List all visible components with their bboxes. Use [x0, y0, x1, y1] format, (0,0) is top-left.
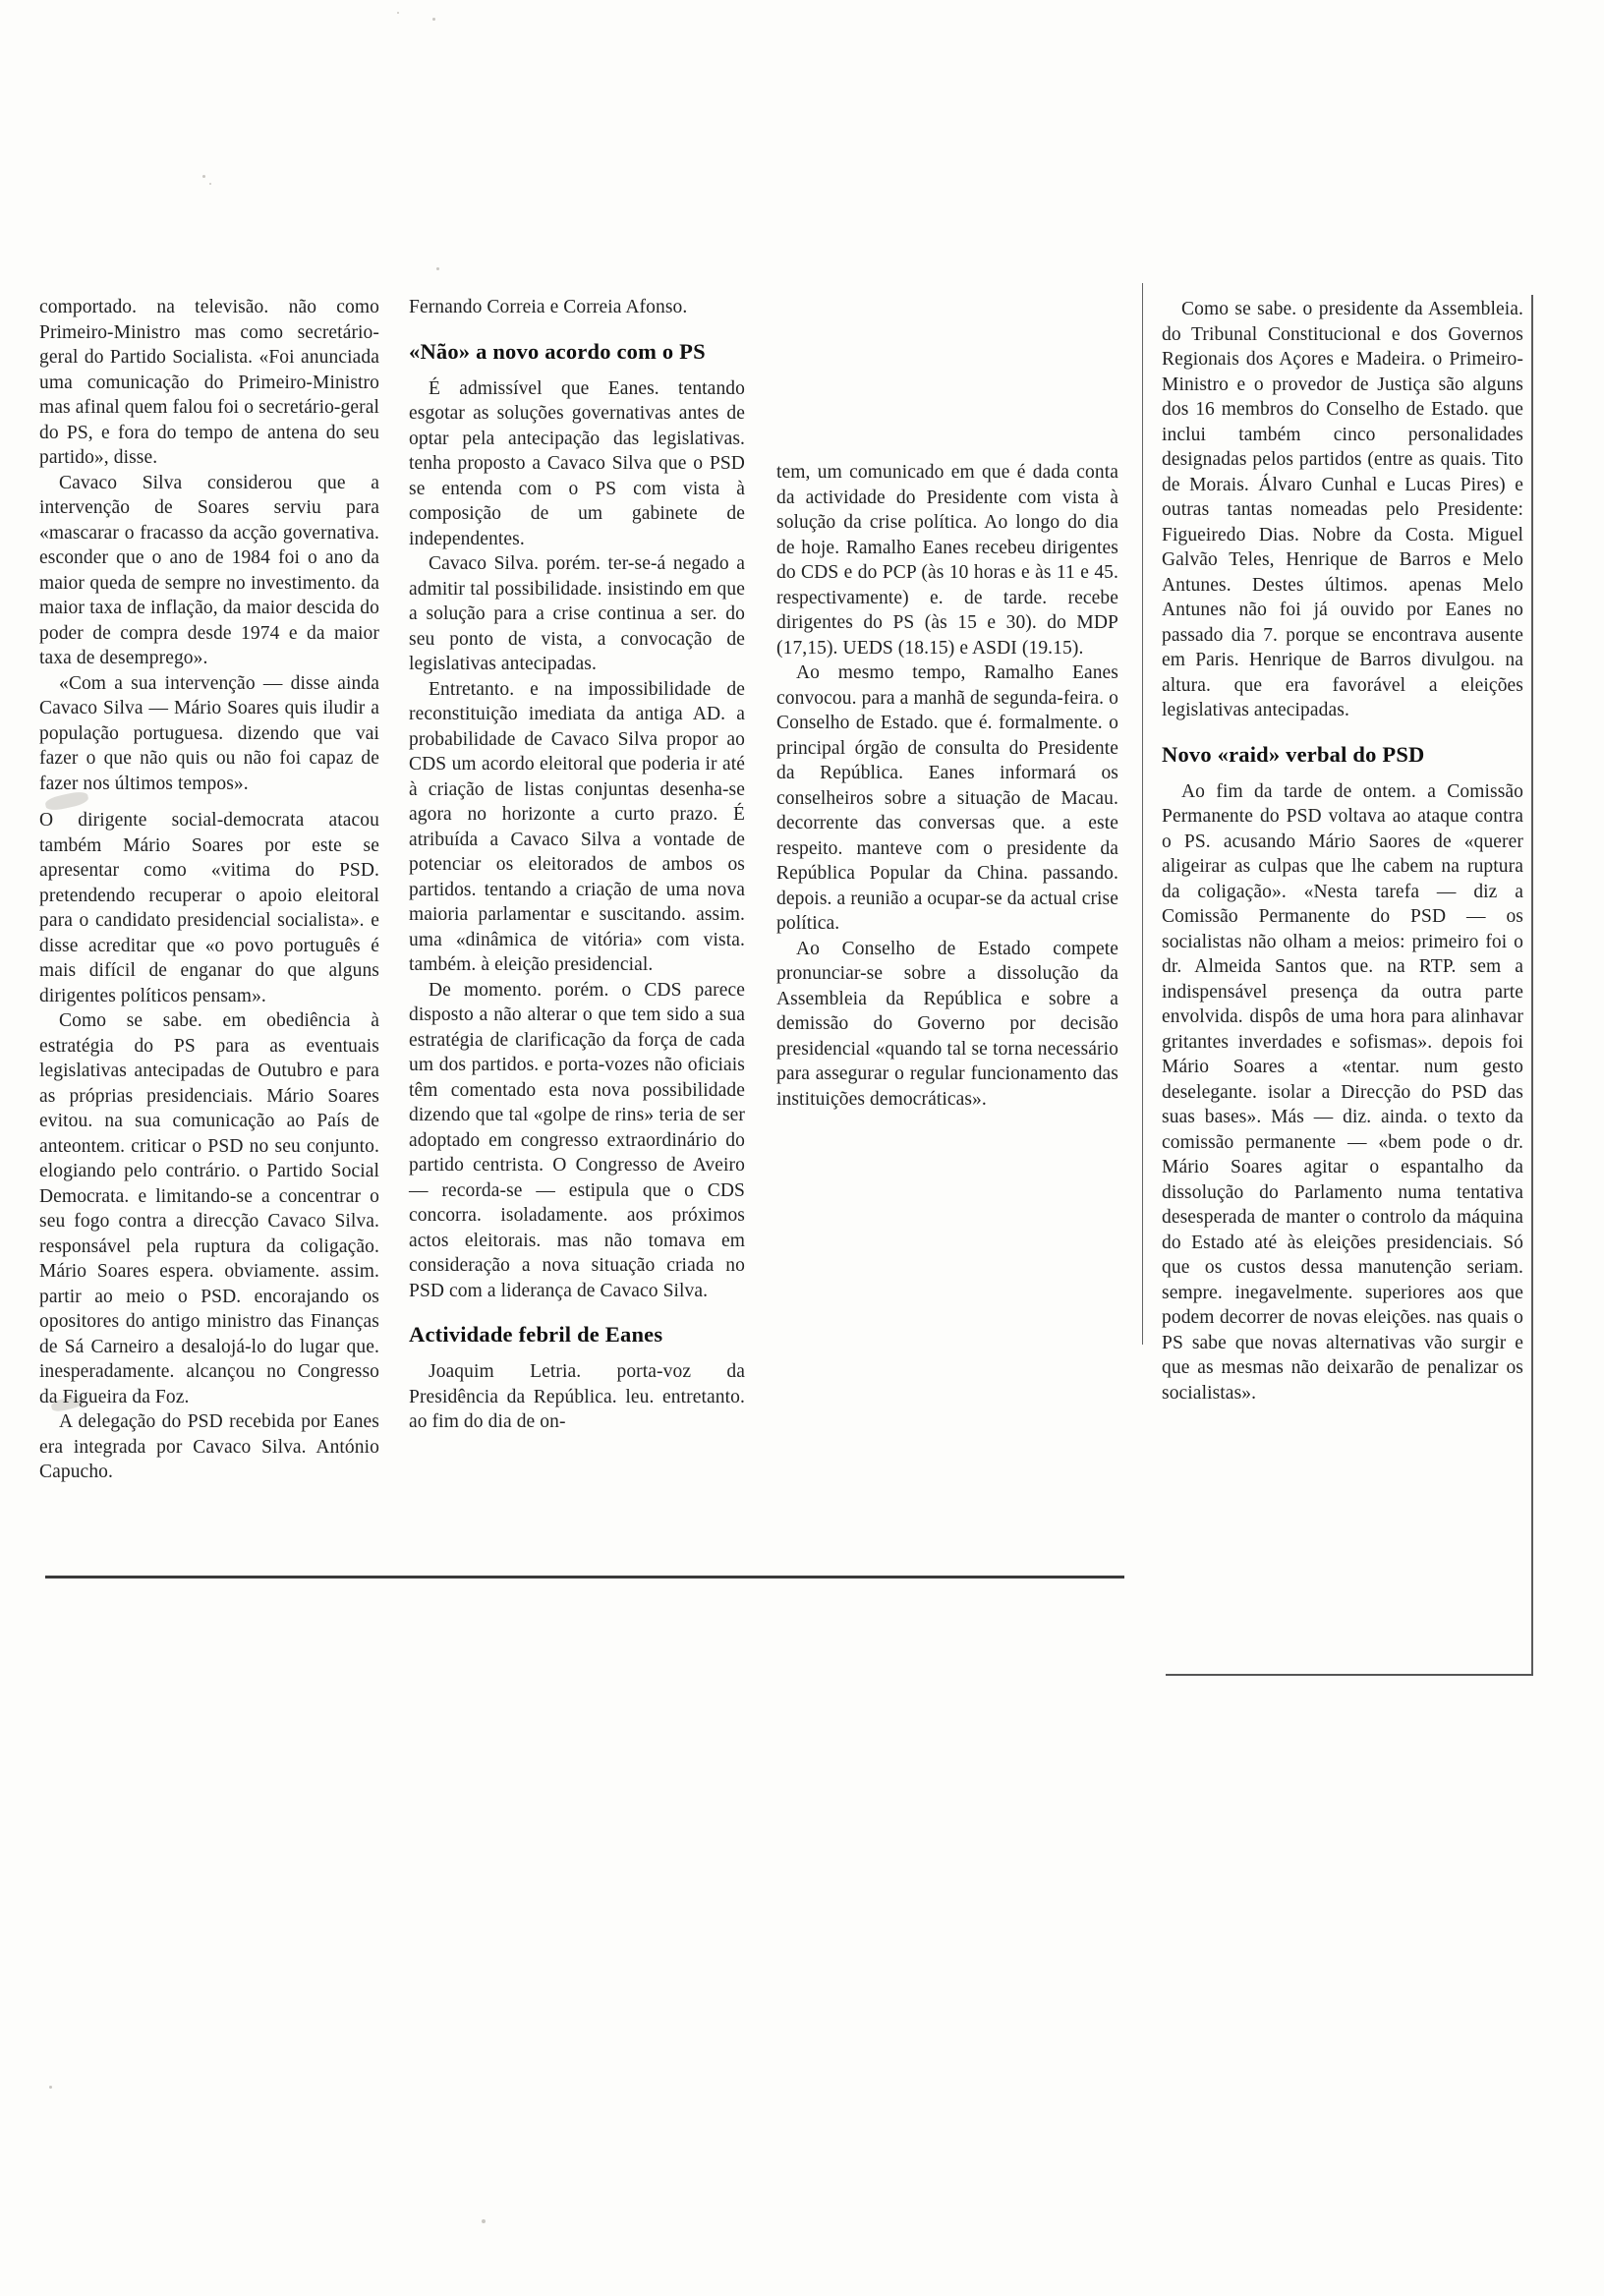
horizontal-rule-right-bottom [1166, 1674, 1533, 1676]
column-2 [401, 295, 767, 1435]
scan-speck [49, 2086, 52, 2089]
paragraph: De momento. porém. o CDS parece disposto a não alterar o que tem sido a sua estratégia de clarificação da força de cada um dos partidos. e porta-vozes não oficiais têm comentado esta nova possibilidade dizendo que tal «golpe de rins» teria de ser adoptado em congresso extraordinário do partido centrista. O Congresso de Aveiro — recorda-se — estipula que o CDS concorra. isoladamente. aos próximos actos eleitorais. mas não tomava em consideração a nova situação criada no PSD com a liderança de Cavaco Silva. [409, 979, 745, 1301]
paragraph: Entretanto. e na impossibilidade de reconstituição imediata da antiga AD. a probabilidade de Cavaco Silva propor ao CDS um acordo eleitoral que poderia ir até à criação de listas conjuntas desenha-se agora no horizonte a curto prazo. É atribuída a Cavaco Silva a vontade de potenciar os eleitorados de ambos os partidos. tentando a criação de uma nova maioria parlamentar e suscitando. assim. uma «dinâmica de vitória» com vista. também. à eleição presidencial. [409, 678, 745, 975]
paragraph: Como se sabe. em obediência à estratégia do PS para as eventuais legislativas antecipadas de Outubro e para as próprias presidenciais. Mário Soares evitou. na sua comunicação ao País de anteontem. criticar o PSD no seu conjunto. elogiando pelo contrário. o Partido Social Democrata. e limitando-se a concentrar o seu fogo contra a direcção Cavaco Silva. responsável pela ruptura da coligação. Mário Soares espera. obviamente. assim. partir ao meio o PSD. encorajando os opositores do antigo ministro das Finanças de Sá Carneiro a desalojá-lo do lugar que. inesperadamente. alcançou no Congresso da Figueira da Foz. [39, 1010, 379, 1407]
horizontal-rule-bottom [45, 1576, 1124, 1578]
paragraph: Ao mesmo tempo, Ramalho Eanes convocou. para a manhã de segunda-feira. o Conselho de Estado. que é. formalmente. o principal órgão de consulta do Presidente da República. Eanes informará os conselheiros sobre a situação de Macau. decorrente das conversas que. a este respeito. manteve com o presidente da República Popular da China. passando. depois. a reunião a ocupar-se da actual crise política. [776, 662, 1118, 934]
paragraph: Joaquim Letria. porta-voz da Presidência da República. leu. entretanto. ao fim do dia de on- [409, 1361, 745, 1432]
paragraph: Como se sabe. o presidente da Assembleia. do Tribunal Constitucional e dos Governos Regionais dos Açores e Madeira. o Primeiro-Ministro e o provedor de Justiça são alguns dos 16 membros do Conselho de Estado. que inclui também cinco personalidades designadas pelos partidos (entre as quais. Tito de Morais. Álvaro Cunhal e Lucas Pires) e outras tantas nomeadas pelo Presidente: Figueiredo Dias. Nobre da Costa. Miguel Galvão Teles, Henrique de Barros e Melo Antunes. Destes últimos. apenas Melo Antunes não foi já ouvido por Eanes no passado dia 7. porque se encontrava ausente em Paris. Henrique de Barros divulgou. na altura. que era favorável a eleições legislativas antecipadas. [1162, 299, 1523, 720]
scan-speck [397, 12, 399, 14]
paragraph: tem, um comunicado em que é dada conta da actividade do Presidente com vista à solução da crise política. Ao longo do dia de hoje. Ramalho Eanes recebeu dirigentes do CDS e do PCP (às 10 horas e às 11 e 45. respectivamente) e. de tarde. recebe dirigentes do PS (às 15 e 30). do MDP (17,15). UEDS (18.15) e ASDI (19.15). [776, 462, 1118, 659]
paragraph: Cavaco Silva. porém. ter-se-á negado a admitir tal possibilidade. insistindo em que a solução para a crise continua a ser. do seu ponto de vista, a convocação de legislativas antecipadas. [409, 553, 745, 674]
section-heading-actividade-febril: Actividade febril de Eanes [409, 1322, 663, 1347]
paragraph: Cavaco Silva considerou que a intervenção de Soares serviu para «mascarar o fracasso da acção governativa. esconder que o ano de 1984 foi o ano da maior queda de sempre no investimento. da maior taxa de inflação, da maior descida do poder de compra desde 1974 e da maior taxa de desemprego». [39, 472, 379, 668]
paragraph: A delegação do PSD recebida por Eanes era integrada por Cavaco Silva. António Capucho. [39, 1411, 379, 1482]
column-3 [767, 295, 1140, 1112]
article-body [39, 295, 1565, 1485]
scan-speck [436, 267, 439, 270]
scan-speck [209, 183, 211, 185]
paragraph: É admissível que Eanes. tentando esgotar as soluções governativas antes de optar pela antecipação das legislativas. tenha proposto a Cavaco Silva que o PSD se entenda com o PS com vista à composição de um gabinete de independentes. [409, 377, 745, 549]
section-heading-novo-raid-verbal: Novo «raid» verbal do PSD [1162, 741, 1425, 767]
paragraph: Ao fim da tarde de ontem. a Comissão Permanente do PSD voltava ao ataque contra o PS. acusando Mário Saores de «querer aligeirar as culpas que lhe cabem na ruptura da coligação». «Nesta tarefa — diz a Comissão Permanente do PSD — os socialistas não olham a meios: primeiro foi o dr. Almeida Santos que. na RTP. sem a indispensável presença da outra parte envolvida. dispôs de uma hora para alinhavar gritantes inverdades e sofismas». depois foi Mário Soares a «tentar. num gesto deselegante. isolar a Direcção do PSD das suas bases». Más — diz. ainda. o texto da comissão permanente — «bem pode o dr. Mário Soares agitar o espantalho da dissolução do Parlamento numa tentativa desesperada de manter o controlo da máquina do Estado até às eleições presidenciais. Só que os custos dessa manutenção seriam. sempre. inegavelmente. superiores aos que podem decorrer de novas eleições. nas quais o PS sabe que novas alternativas vão surgir e que as mesmas não deixarão de penalizar os socialistas». [1162, 780, 1523, 1404]
column-1 [39, 295, 401, 1485]
paragraph: O dirigente social-democrata atacou também Mário Soares por este se apresentar como «vitima do PSD. pretendendo recuperar o apoio eleitoral para o candidato presidencial socialista». e disse acreditar que «o povo português é mais difícil de enganar do que alguns dirigentes políticos pensam». [39, 810, 379, 1006]
paragraph-lead: Fernando Correia e Correia Afonso. [409, 297, 688, 317]
paragraph: Ao Conselho de Estado compete pronunciar-se sobre a dissolução da Assembleia da República e sobre a demissão do Governo por decisão presidencial «quando tal se torna necessário para assegurar o regular funcionamento das instituições democráticas». [776, 938, 1118, 1110]
scan-speck [432, 18, 435, 21]
section-heading-nao-a-novo-acordo: «Não» a novo acordo com o PS [409, 338, 706, 364]
paragraph: «Com a sua intervenção — disse ainda Cavaco Silva — Mário Soares quis iludir a população portuguesa. dizendo que vai fazer o que não quis ou não foi capaz de fazer nos últimos tempos». [39, 672, 379, 794]
paragraph: comportado. na televisão. não como Primeiro-Ministro mas como secretário-geral do Partido Socialista. «Foi anunciada uma comunicação do Primeiro-Ministro mas afinal quem falou foi o secretário-geral do PS, e fora do tempo de antena do seu partido», disse. [39, 297, 379, 468]
scan-speck [482, 2219, 486, 2223]
scan-speck [202, 175, 205, 178]
column-4 [1140, 295, 1523, 1406]
